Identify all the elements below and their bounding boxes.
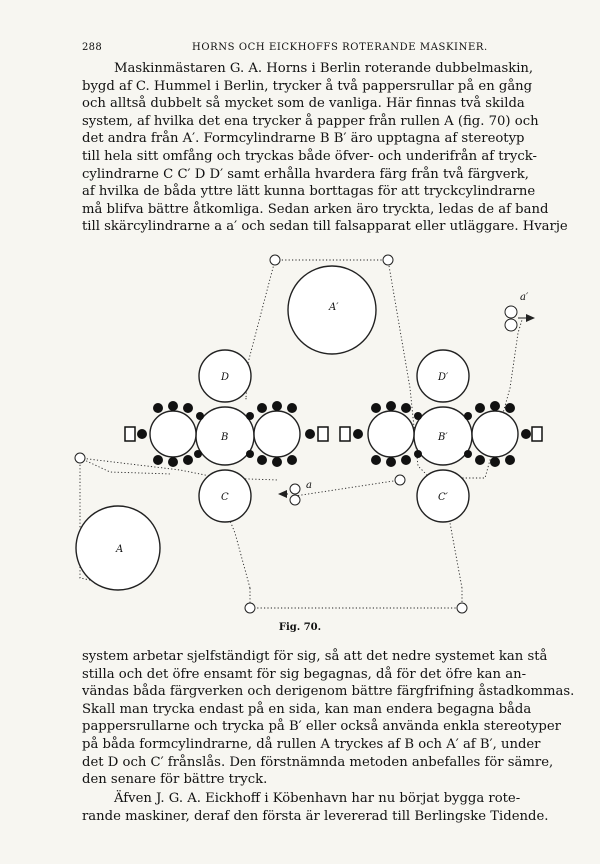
ink-cylinder — [254, 411, 300, 457]
label-c: C — [221, 492, 229, 503]
cutter-roller-a-bottom — [290, 495, 300, 505]
cutter-roller-a-prime-bottom — [505, 319, 517, 331]
ink-cylinder — [150, 411, 196, 457]
text-line: vändas båda färgverken och derigenom bättre färgfrifning åstadkommas. — [82, 684, 575, 700]
text-line: af hvilka de båda yttre lätt kunna borttagas för att tryckcylindrarne — [82, 184, 536, 200]
guide-roller — [245, 603, 255, 613]
page-number: 288 — [82, 42, 102, 53]
guide-roller — [457, 603, 467, 613]
text-line: det andra från A′. Formcylindrarne B B′ äro upptagna af stereotyp — [82, 131, 525, 147]
ink-fountain — [521, 427, 542, 441]
text-line: cylindrarne C C′ D D′ samt erhålla hvardera färg från två färgverk, — [82, 166, 529, 182]
figure-70-diagram — [70, 248, 550, 623]
label-d: D — [221, 372, 230, 383]
label-d-prime: D′ — [438, 372, 449, 383]
ink-cylinder — [472, 411, 518, 457]
cutter-roller-a-prime-top — [505, 306, 517, 318]
text-line: pappersrullarne och trycka på B′ eller också använda enkla stereotyper — [82, 719, 561, 735]
text-line: må blifva bättre åtkomliga. Sedan arken äro tryckta, ledas de af band — [82, 201, 549, 217]
cutter-roller-a-top — [290, 484, 300, 494]
text-line: Maskinmästaren G. A. Horns i Berlin roterande dubbelmaskin, — [114, 61, 534, 76]
ink-fountain — [340, 427, 363, 441]
label-b: B — [221, 432, 229, 443]
label-a: A — [116, 544, 124, 555]
text-line: på båda formcylindrarne, då rullen A tryckes af B och A′ af B′, under — [82, 736, 541, 752]
text-line: det D och C′ frånslås. Den förstnämnda metoden anbefalles för sämre, — [82, 754, 554, 770]
ink-cylinder — [368, 411, 414, 457]
guide-roller — [383, 255, 393, 265]
text-line: Äfven J. G. A. Eickhoff i Köbenhavn har nu börjat bygga rote- — [114, 791, 521, 806]
text-line: till hela sitt omfång och tryckas både öfver- och underifrån af tryck- — [82, 148, 537, 164]
label-a-cutter: a — [306, 480, 312, 491]
guide-roller — [270, 255, 280, 265]
label-b-prime: B′ — [438, 432, 448, 443]
text-line: system, af hvilka det ena trycker å papper från rullen A (fig. 70) och — [82, 113, 539, 129]
label-a-prime: A′ — [329, 302, 339, 313]
ink-fountain — [305, 427, 328, 441]
text-line: rande maskiner, deraf den första är levererad till Berlingske Tidende. — [82, 808, 549, 824]
text-line: bygd af C. Hummel i Berlin, trycker å två pappersrullar på en gång — [82, 78, 533, 94]
ink-fountain — [125, 427, 147, 441]
running-title: HORNS OCH EICKHOFFS ROTERANDE MASKINER. — [192, 42, 488, 53]
paragraph-horn-machine — [82, 60, 568, 236]
text-line: system arbetar sjelfständigt för sig, så att det nedre systemet kan stå — [82, 649, 548, 664]
figure-caption: Fig. 70. — [278, 622, 322, 633]
paragraph-system-operation — [82, 648, 575, 789]
text-line: stilla och det öfre ensamt för sig begagnas, då för det öfre kan an- — [82, 666, 527, 682]
label-c-prime: C′ — [438, 492, 448, 503]
paragraph-eickhoff — [82, 790, 548, 825]
guide-roller — [395, 475, 405, 485]
text-line: Skall man trycka endast på en sida, kan man endera begagna båda — [82, 701, 532, 717]
text-line: och alltså dubbelt så mycket som de vanliga. Här finnas två skilda — [82, 96, 525, 112]
text-line: till skärcylindrarne a a′ och sedan till falsapparat eller utläggare. Hvarje — [82, 219, 568, 235]
label-a-prime-cutter: a′ — [520, 292, 529, 303]
guide-roller — [75, 453, 85, 463]
text-line: den senare för bättre tryck. — [82, 772, 268, 788]
